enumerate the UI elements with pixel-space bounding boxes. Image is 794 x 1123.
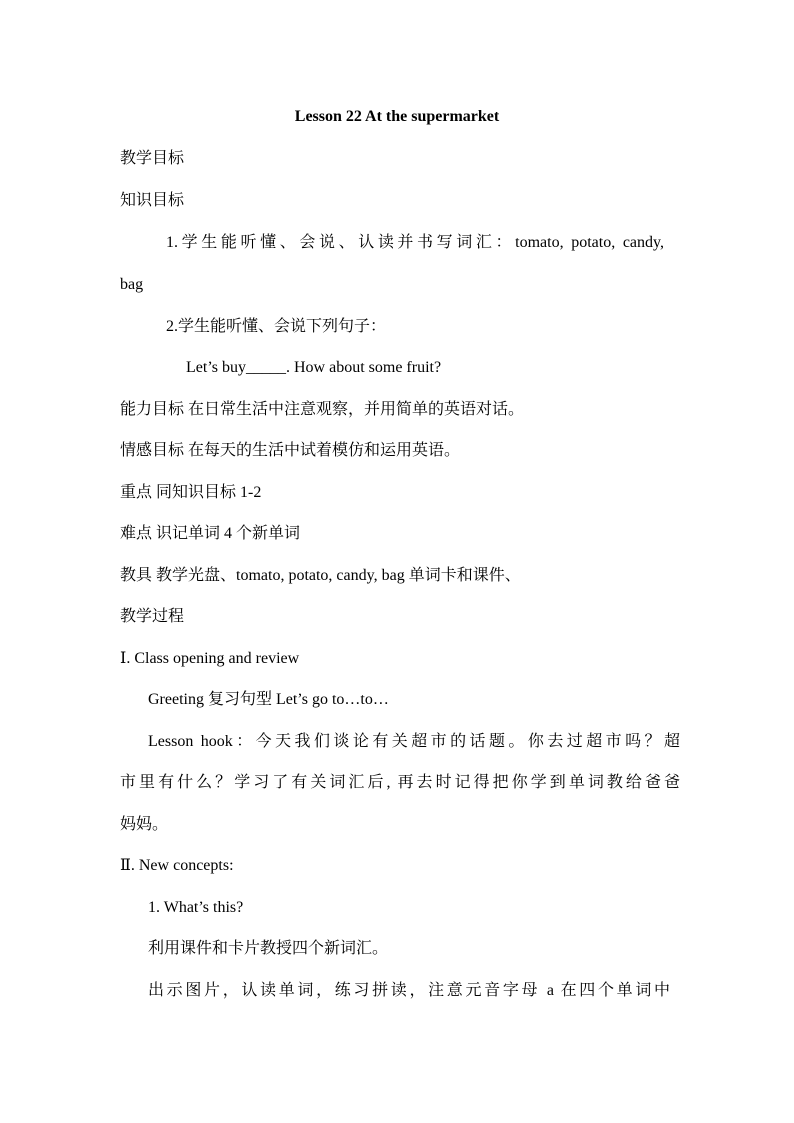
teaching-aids: 教具 教学光盘、tomato, potato, candy, bag 单词卡和课件、 — [120, 567, 521, 584]
step-1-heading: Ⅰ. Class opening and review — [120, 650, 300, 667]
section-heading-knowledge-goals: 知识目标 — [120, 192, 185, 209]
greeting-line: Greeting 复习句型 Let’s go to…to… — [148, 691, 389, 708]
document-title: Lesson 22 At the supermarket — [294, 108, 500, 125]
target-sentence: Let’s buy_____. How about some fruit? — [186, 359, 442, 376]
lesson-hook-line-1: Lesson hook：今天我们谈论有关超市的话题。你去过超市吗？超 — [148, 733, 680, 750]
activity-1-instruction: 利用课件和卡片教授四个新词汇。 — [148, 940, 389, 957]
difficult-point: 难点 识记单词 4 个新单词 — [120, 525, 301, 542]
lesson-hook-line-3: 妈妈。 — [120, 816, 169, 833]
activity-1-detail: 出示图片，认读单词，练习拼读，注意元音字母 a 在四个单词中 — [148, 982, 670, 999]
emotion-goal: 情感目标 在每天的生活中试着模仿和运用英语。 — [120, 442, 461, 459]
knowledge-goal-2: 2.学生能听懂、会说下列句子： — [166, 318, 387, 335]
ability-goal: 能力目标 在日常生活中注意观察，并用简单的英语对话。 — [120, 401, 525, 418]
knowledge-goal-1-continued: bag — [120, 276, 144, 293]
activity-1-heading: 1. What’s this? — [148, 899, 244, 916]
section-heading-teaching-goals: 教学目标 — [120, 150, 185, 167]
step-2-heading: Ⅱ. New concepts: — [120, 857, 234, 874]
section-heading-teaching-process: 教学过程 — [120, 608, 185, 625]
knowledge-goal-1: 1.学生能听懂、会说、认读并书写词汇：tomato, potato, candy, — [166, 234, 664, 251]
key-point: 重点 同知识目标 1-2 — [120, 484, 262, 501]
lesson-hook-line-2: 市里有什么？学习了有关词汇后, 再去时记得把你学到单词教给爸爸 — [120, 774, 680, 791]
